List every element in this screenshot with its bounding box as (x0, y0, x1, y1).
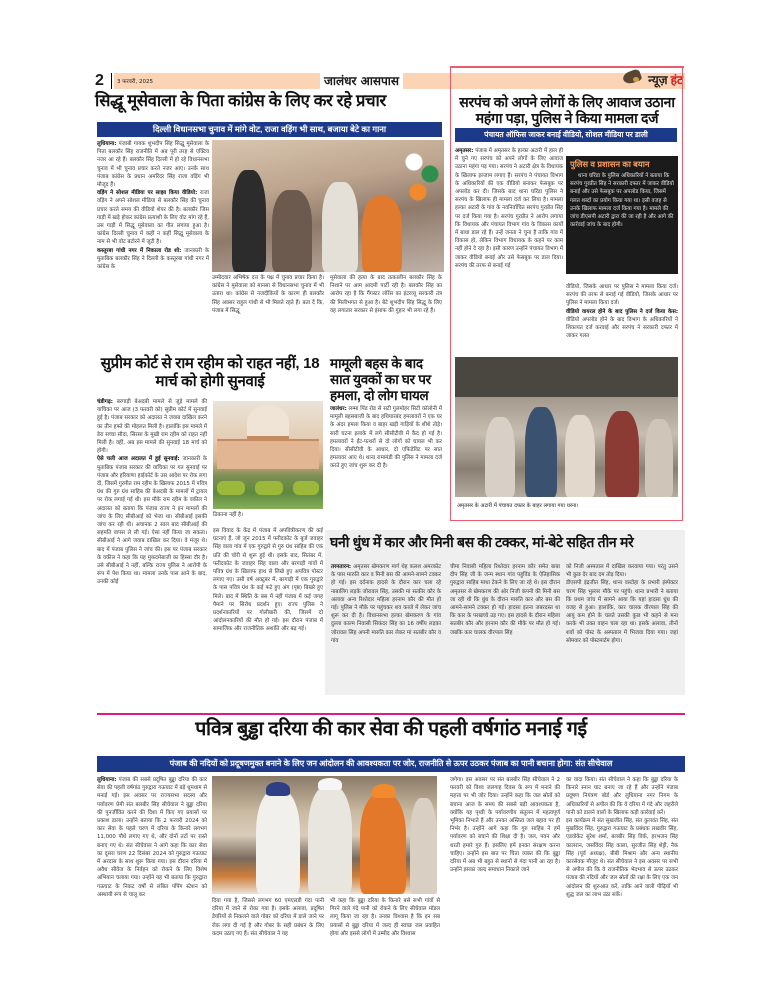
body-text: राजा वड़िंग ने अपने सोशल मीडिया से बलकौर सिंह की चुनाव प्रचार करते समय की वीडियो शेयर की है। बलकौर जिस गाड़ी में खड़े होकर कांग्रेस प्रत्याशी के लिए वोट मांग रहे हैं, उस गाड़ी में सिद्धू मूसेवाला का गीत लगाया हुआ है। कांग्रेस दिल्ली चुनाव में कहीं न कहीं सिद्धू मूसेवाला के नाम से भी वोट बटोरने में जुटी है। (97, 190, 209, 246)
subhead: ऐसे चली आज अदालत में हुई सुनवाई: (97, 456, 180, 463)
body-text: को निजी अस्पताल में दाखिल करवाया गया। परंतु उसने भी कुछ देर बाद दम तोड़ दिया। (566, 564, 678, 579)
dateline: तरनतारन: (331, 564, 352, 570)
story2-column-1 (455, 147, 563, 270)
story1-headline: सिद्धू मूसेवाला के पिता कांग्रेस के लिए कर रहे प्रचार (95, 92, 386, 110)
story6-headline: पवित्र बुड्ढा दरिया की कार सेवा की पहली वर्षगांठ मनाई गई (195, 718, 587, 740)
story2-headline: सरपंच को अपने लोगों के लिए आवाज उठाना महंगा पड़ा, पुलिस ने किया मामला दर्ज (459, 94, 675, 127)
subhead: कस्तूरबा गांधी नगर में निकाला रोड शो: (97, 247, 182, 254)
body-text: लम्मा पिंड रोड से सटी गुलमोहर सिटी कॉलोनी में मामूली बहसबाजी के बाद हथियारबंद हमलावरों ने एक घर के अंदर हमला किया व बाहर खड़ी गाड़ियों के शीशे तोड़े। सारी घटना इलाके में लगे सीसीटीवी में कैद हो गई है। हमलावरों ने ईंट-पत्थरों से दो लोगों को घायल भी कर दिया। सीसीटीवी के आधार, दो एफिडेविट पर सात हमलावर आए थे। थाना रामामंडी की पुलिस ने मामला दर्ज करते हुए जांच शुरू कर दी है। (330, 406, 442, 470)
story2-subheadline: पंचायत ऑफिस जाकर बनाई वीडियो, सोशल मीडिया पर डाली (455, 128, 677, 142)
body-text: अमृतसर खेमकरण मार्ग थेह कलश अमरकोट के पास मारुति कार व मिनी बस की आमने-सामने टक्कर हो गई। इस दर्दनाक हादसे के दौरान कार चला रहे नाबालिग लड़के जोरावल सिंह, उसकी मां सत्कीर कौर के अलावा अन्य रिश्तेदार महिला हरनाम कौर की मौत हो गई। पुलिस ने मौके पर पहुंचकर शव कब्जे में लेकर जांच शुरू कर दी है। विधानसभा हल्का खेमकरण के गांव दुल्ला काल्म निवासी सिकंदर सिंह का 16 वर्षीय लड़का जोरावल सिंह अपनी मारुति कार लेकर मां सतबीर कौर व गांव (331, 564, 441, 644)
dateline: जालंधर: (330, 406, 347, 412)
body-text: जानकारी के मुताबिक पंजाब सरकार की याचिका पर गत सुनवाई पर पंजाब और हरियाणा हाईकोर्ट के उस आदेश पर रोक लगा दी, जिसमें गुरमीत राम रहीम के खिलाफ 2015 में पवित्र ग्रंथ की गुरु ग्रंथ साहिब की बेअदबी के मामलों में ट्रायल पर रोक लगाई गई थी। इस मौके राम रहीम के वकील ने अदालत को बताया कि पंजाब राज्य ने इन मामलों की जांच के लिए सीबीआई को भेजा था। सीबीआई इसकी जांच कर रही थी। अचानक 2 साल बाद सीबीआई की सहमति वापस ले ली गई। ऐसा नहीं किया जा सकता। सीबीआई ने आगे जवाब दाखिल कर दिया। वे मंजूर थे। बाद में पंजाब पुलिस ने जांच की। इस पर पंजाब सरकार के वकील ने कहा कि यह मुकदमेबाजी का हिस्सा दौर है। उसे सीबीआई ने नहीं, बल्कि राज्य पुलिस ने आरोपी के रूप में पेश किया था। मामला उनके पास आने के बाद, उनकी कोई (97, 456, 207, 586)
story1-column-1 (97, 140, 209, 271)
story5-column-1 (331, 563, 441, 645)
body-text: वीडियो, जिसके आधार पर पुलिस ने मामला किया दर्ज। सरपंच की तरफ से बनाई गई वीडियो, जिसके आधार पर पुलिस ने मामला किया दर्ज। (566, 284, 678, 307)
police-statement-text: थाना घरिंडा के पुलिस अधिकारियों ने बताया कि सरपंच गुरप्रीत सिंह ने सरकारी दफ्तर में जाकर वीडियो बनाई और उसे फेसबुक पर अपलोड किया, जिसमें गलत शब्दों का प्रयोग किया गया था। इसी वजह से उनके खिलाफ मामला दर्ज किया गया है। मामले की जांच डीएसपी अटारी द्वारा की जा रही है और आगे की कार्रवाई जांच के बाद होगी। (570, 173, 674, 229)
subhead: वीडियो वायरल होने के बाद पुलिस ने दर्ज किया केस: (566, 308, 678, 315)
logo-text-news: न्यूज़ (648, 72, 668, 87)
masthead-divider (111, 73, 112, 89)
logo-text-hunt: हंट (670, 72, 683, 87)
body-text: का वादा किया। संत सीचेवाल ने कहा कि बुड्ढा दरिया के किनारे स्नान घाट बनाए जा रहे हैं और उन्होंने पंजाब प्रदूषण नियंत्रण बोर्ड और लुधियाना नगर निगम के अधिकारियों से अपील की कि वे दरिया में गंदे और जहरीले पानी को डालने वालों के खिलाफ कड़ी कार्रवाई करें। (566, 777, 678, 816)
story1-subheadline: दिल्ली विधानसभा चुनाव में मांगे वोट, राजा वड़िंग भी साथ, बजाया बेटे का गाना (97, 122, 442, 137)
story1-column-3: मूसेवाला की हत्या के बाद तत्कालीन बलकौर सिंह के निशाने पर आम आदमी पार्टी रही है। बलकौर सिंह का आरोप रहा है कि गैंगस्टर लॉरेंस का इंटरव्यू सरकारी तंत्र की मिलीभगत से हुआ है। बेटे शुभदीप सिंह सिद्धू के लिए वह लगातार सरकार से इंसाफ की गुहार भी लगा रहे हैं। (330, 275, 442, 314)
story4-column (330, 405, 442, 471)
story3-headline: सुप्रीम कोर्ट से राम रहीम को राहत नहीं, 18 मार्च को होगी सुनवाई (100, 355, 320, 390)
story3-column-3: इस विवाद के केंद्र में पंजाब में अपवित्रीकरण की कई घटनाएं हैं, जो जून 2015 में फरीदकोट के बुर्ज जवाहर सिंह वाला गांव में एक गुरुद्वारे से गुरु ग्रंथ साहिब की एक प्रति की चोरी से शुरू हुई थी। इसके बाद, सितंबर में, फरीदकोट के जवाहर सिंह वाला और बरगाड़ी गांवों में पवित्र ग्रंथ के खिलाफ हाथ से लिखे हुए अपवित्र पोस्टर लगाए गए। उसी वर्ष अक्टूबर में, बरगाड़ी में एक गुरुद्वारे के पास पवित्र ग्रंथ के कई फटे हुए अंग (पृष्ठ) बिखरे हुए मिले। बाद में स्थिति के बस में नहीं पंजाब में कई जगह पैमाने पर सिरोध प्रदर्शन हुए। राज्य पुलिस ने प्रदर्शनकारियों पर गोलीबारी की, जिसमें दो आंदोलनकारियों की मौत हो गई। इस दौरान पंजाब में सामाजिक और राजनीतिक अशांति और बढ़ गई। (213, 528, 323, 633)
story5-headline: घनी धुंध में कार और मिनी बस की टक्कर, मां-बेटे सहित तीन मरे (330, 534, 634, 550)
dateline: चंडीगढ़: (97, 399, 113, 405)
section-title: जालंधर आसपास (320, 73, 403, 89)
police-statement-box (566, 156, 678, 274)
story6-ceremony-photo (212, 776, 437, 894)
story3-column-1 (97, 398, 207, 587)
story6-column-4: जगेगा। इस अवसर पर संत बलबीर सिंह सीचेवाल ने 2 फरवरी को विश्व जलगाह दिवस के रूप में मनाने की महत्ता पर भी जोर दिया। उन्होंने कहा कि जल स्रोतों को बचाना आज के समय की सबसे बड़ी आवश्यकता है, क्योंकि यह पृथ्वी के पर्यावरणीय संतुलन में महत्वपूर्ण भूमिका निभाते हैं और उनका अस्तित्व जल बहाव पर ही निर्भर है। उन्होंने आगे कहा कि गुरु साहिब ने हमें पर्यावरण को बचाने की शिक्षा दी है। जल, पवन और धरती हमारे गुरु हैं। इसलिए हमें इनका संरक्षण करना चाहिए। उन्होंने इस बात पर चिंता व्यक्त की कि बुड्ढा दरिया में अब भी बहुत से स्थानों से गंदा पानी आ रहा है। उन्होंने इसका जल्द समाधान निकाले जाने (450, 777, 560, 874)
story5-column-2: चीमा निवासी महिला रिश्तेदार हरनाम कौर समेत बाबा दीप सिंह जी के जन्म स्थान गांव पहुविंड के ऐतिहासिक गुरुद्वारा साहिब माथा टेकने के लिए जा रहे थे। इस दौरान अमृतसर से खेमकरण की ओर निजी कंपनी की मिनी बस जा रही थी कि धुंध के दौरान मारुति कार और बस की आमने-सामने टक्कर हो गई। हादसा इतना जबरदस्त था कि कार के परखच्चे उड़ गए। इस हादसे के दौरान महिला सतबीर कौर और हरनाम कौर की मौके पर मौत हो गई। जबकि कार चालक वीरपाल सिंह (450, 564, 560, 636)
page-number: 2 (95, 72, 104, 89)
body-text: वीडियो अपलोड होने के बाद विभाग के अधिकारियों ने शिकायत दर्ज करवाई और सरपंच ने सरकारी दफ्तर में जाकर गलत (566, 316, 678, 340)
dateline: लुधियाना: (97, 141, 117, 147)
supreme-court-photo (213, 401, 323, 509)
dateline: लुधियाना: (97, 777, 117, 783)
story6-column-2: दिया गया है, जिससे लगभग 60 एमएलडी गंदा पानी दरिया में जाने से रोका गया है। इसके अलावा, प्रदूषित डेयरियों से निकलने वाले गोबर को दरिया में डाले जाने पर रोक लगा दी गई है और गोबर के सही प्रबंधन के लिए कदम उठाए गए हैं। संत सीचेवाल ने यह (212, 898, 324, 937)
police-statement-title: पुलिस व प्रशासन का बयान (570, 159, 650, 169)
body-text: पंजाब की सबसे प्रदूषित बुड्ढा दरिया की कार सेवा की पहली वर्षगांठ गुरुद्वारा गऊघाट में बड़े धूमधाम से मनाई गई। इस अवसर पर राज्यसभा सदस्य और पर्यावरण प्रेमी संत बलबीर सिंह सीचेवाल ने बुड्ढा दरिया की पुनर्जीवित करने की दिशा में किए गए प्रयासों पर प्रकाश डाला। उन्होंने बताया कि 2 फरवरी 2024 को कार सेवा के पहले चरण में दरिया के किनारे लगभग 11,000 पौधे लगाए गए थे, और दोनों तटों पर रास्ते बनाए गए थे। संत सीचेवाल ने आगे कहा कि कार सेवा का दूसरा चरण 22 दिसंबर 2024 को गुरुद्वारा गऊघाट में अरदास के साथ शुरू किया गया। इस दौरान दरिया में अवैध सीवेज के निर्वहन को रोकने के लिए विशेष अभियान चलाया गया। उन्होंने यह भी बताया कि गुरुद्वारा गऊघाट के निकट वर्षों से लंबित पंपिंग स्टेशन को अस्थायी रूप से चालू कर (97, 777, 207, 898)
body-text: डीएसपी इंद्रजीत सिंह, थाना वल्टोहा के प्रभारी इंस्पेक्टर चरण सिंह भुल्लर मौके पर पहुंचे। थाना प्रभारी ने बताया कि प्रथम जांच में सामने आया कि यहां हादसा धुंध की वजह से हुआ। हालांकि, कार चालक वीरपाल सिंह की आयु कम होने के चलते उसकी कुछ भी कहने से मना करके भी उक्त वाहन चला रहा था। इसके अलावा, तीनों शवों को पोस्ट के अस्पताल में भिजवा दिया गया। जहां सोमवार को पोस्टमार्टम होगा। (566, 580, 678, 644)
body-text: इस कार्यक्रम में संत सुखजीत सिंह, संत कुलवंत सिंह, संत मुखविंदर सिंह, गुरुद्वारा गऊघाट के प्रबंधक लखवीर सिंह, एडवोकेट सुरेश शर्मा, बलबीर सिंह विर्क, हरभजन सिंह कालरान, जसविंदर सिंह काला, सुरजीत सिंह शेट्टी, नैक सिंह (पूर्व अध्यक्ष), बीबी मिश्राम और अन्य स्थानीय कारसेवक मौजूद थे। संत सीचेवाल ने इस अवसर पर सभी से अपील की कि वे राजनीतिक भेदभाव से ऊपर उठकर पंजाब की नदियों और जल स्रोतों की रक्षा के लिए एक जन आंदोलन की शुरुआत करें, ताकि आने वाली पीढ़ियाँ भी शुद्ध जल का लाभ उठा सकें। (566, 818, 678, 898)
story5-column-3 (566, 563, 678, 645)
story4-headline: मामूली बहस के बाद सात युवकों का घर पर हमला, दो लोग घायल (330, 356, 431, 403)
story6-subheadline: पंजाब की नदियों को प्रदूषणमुक्त बनाने के लिए जन आंदोलन की आवश्यकता पर जोर, राजनीति से ऊपर उठकर पंजाब का पानी बचाना होगा: संत सीचेवाल (97, 756, 685, 772)
story2-photo-caption: अमृतसर के अटारी में पंचायत दफ्तर के बाहर लगाया गया धरना। (457, 503, 579, 509)
body-text: पंजाब में अमृतसर के हल्का अटारी में हाल ही में चुने गए सरपंच को अपने लोगों के लिए आवाज उठाना महंगा पड़ गया। सरपंच ने अटारी क्षेत्र के विधायक के खिलाफ इल्जाम लगाए हैं। सरपंच ने पंचायत विभाग के अधिकारियों की एक वीडियो बनाकर फेसबुक पर अपलोड कर दी। जिसके बाद थाना घरिंडा पुलिस ने सरपंच के खिलाफ ही मामला दर्ज कर लिया है। मामला हल्का अटारी के गांव के नवनिर्वाचित सरपंच गुरप्रीत सिंह पर दर्ज किया गया है। सरपंच गुरप्रीत ने आरोप लगाया कि विधायक और पंचायत विभाग गांव के विकास कार्यों में बाधा डाल रहे हैं। उन्हें जनता ने चुना है ताकि गांव में विकास हो, लेकिन विभाग विधायक के कहने पर काम नहीं होने दे रहा है। इसी कारण उन्होंने पंचायत विभाग में जाकर वीडियो बनाई और उसे फेसबुक पर डाल दिया। सरपंच की तरफ से बनाई गई (455, 148, 563, 269)
story6-column-1 (97, 776, 207, 899)
story6-column-5 (566, 776, 678, 899)
story2-protest-photo (455, 357, 678, 497)
story3-column-2: ठिकाना नहीं है। (213, 512, 244, 518)
story1-column-2: उम्मीदवार अभिषेक दत्त के पक्ष में चुनाव प्रचार किया है। कांग्रेस ने मूसेवाला को मानसा से विधानसभा चुनाव में भी उतारा था। कांग्रेस से नजदीकियों के कारण ही बलकौर सिंह अक्सर राहुल गांधी से भी मिलते रहते हैं। बता दें कि, पंजाब में सिद्धू (212, 275, 324, 314)
story1-campaign-photo (212, 140, 444, 272)
body-text: बरगाड़ी बेअदबी मामले से जुड़े मामले की याचिका पर आज (3 फरवरी को) सुप्रीम कोर्ट में सुनवाई हुई है। पंजाब सरकार को अदालत ने जवाब दाखिल करने का तीन हफ्ते की मोहलत मिली है। हालांकि इस मामले में डेरा सच्चा सौदा, सिरसा के मुखी राम रहीम को राहत नहीं मिली है। वहीं, अब इस मामले की सुनवाई 18 मार्च को होगी। (97, 399, 207, 455)
body-text: पंजाबी गायक शुभदीप सिंह सिद्धू मूसेवाला के पिता बलकौर सिंह राजनीति में अब पूरी तरह से एक्टिव नजर आ रहे हैं। बलकौर सिंह दिल्ली में हो रहे विधानसभा चुनाव में भी चुनाव प्रचार करते नजर आए। उनके साथ पंजाब कांग्रेस के प्रधान अमरिंदर सिंह राजा वड़िंग भी मौजूद हैं। (97, 141, 209, 189)
body-text: जानकारी के मुताबिक बलकौर सिंह ने दिल्ली के कस्तूरबा गांधी नगर में कांग्रेस के (97, 247, 209, 271)
dateline: अमृतसर: (455, 148, 474, 154)
edition-date: 3 फरवरी, 2025 (117, 79, 153, 85)
story2-column-2 (566, 283, 678, 340)
story6-column-3: भी कहा कि बुड्ढा दरिया के किनारे बसे सभी गांवों से गिरने वाले गंदे पानी को रोकने के लिए सीचेवाल मॉडल लागू किया जा रहा है। उनका विश्वास है कि इन सब प्रयासों से बुड्ढा दरिया में जल्द ही स्वच्छ जल प्रवाहित होगा और इससे लोगों में उम्मीद और विश्वास (330, 898, 440, 937)
subhead: वड़िंग ने सोशल मीडिया पर साझा किया वीडियो: (97, 190, 198, 197)
section-divider (97, 713, 685, 715)
